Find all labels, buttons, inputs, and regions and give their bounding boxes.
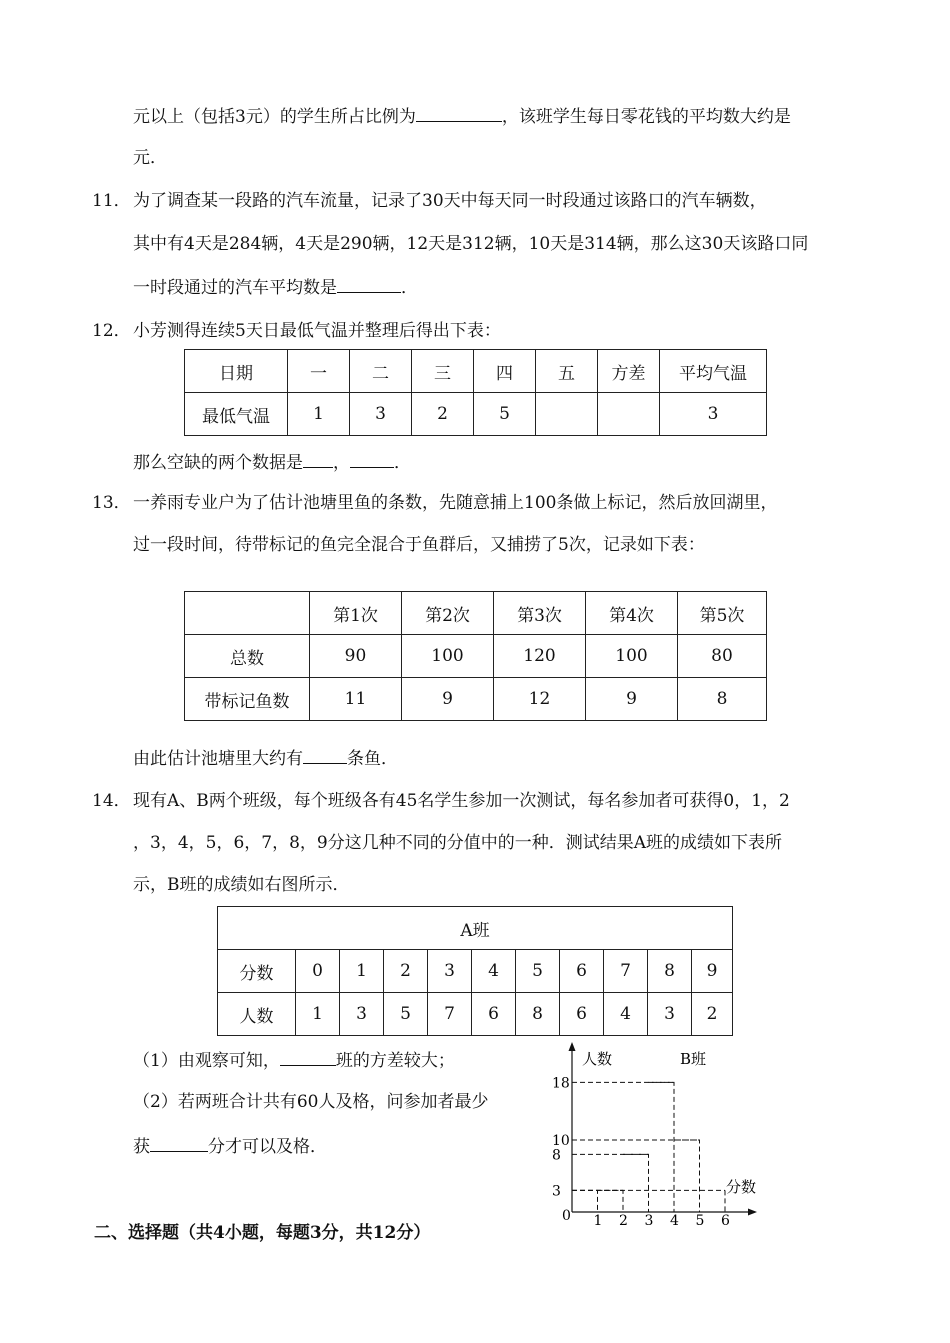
- q14-sub1-text-2: 班的方差较大；: [335, 1051, 455, 1071]
- q14-cell: 6: [560, 993, 604, 1036]
- answer-blank[interactable]: [350, 449, 394, 468]
- q13-header-cell: 第4次: [586, 592, 678, 635]
- q12-comma: ，: [333, 453, 350, 473]
- q14-line-2: ，3，4，5，6，7，8，9分这几种不同的分值中的一种．测试结果A班的成绩如下表所: [133, 833, 782, 853]
- q14-sub2-line-1: （2）若两班合计共有60人及格，问参加者最少: [133, 1092, 489, 1112]
- q14-cell: 2: [692, 993, 733, 1036]
- q13-header-cell: 第3次: [494, 592, 586, 635]
- x-tick-label: 6: [721, 1213, 730, 1229]
- q13-after: [133, 745, 398, 771]
- q13-header-cell: 第5次: [678, 592, 767, 635]
- bar-5: [674, 1140, 700, 1212]
- section-heading: 二、选择题（共4小题，每题3分，共12分）: [94, 1223, 431, 1243]
- q12-cell-empty[interactable]: [536, 393, 598, 436]
- y-tick-label: 8: [552, 1147, 561, 1164]
- x-tick-label: 4: [670, 1213, 679, 1229]
- q11-number: 11．: [92, 191, 131, 211]
- answer-blank[interactable]: [280, 1047, 336, 1066]
- q14-table-a: [217, 906, 733, 1036]
- q14-line-3: 示，B班的成绩如右图所示．: [133, 875, 350, 895]
- y-tick-label: 3: [552, 1183, 561, 1200]
- q14-cell: 8: [648, 950, 692, 993]
- q12-table: [184, 349, 767, 436]
- class-b-chart: [540, 1040, 770, 1230]
- q12-cell-empty[interactable]: [598, 393, 660, 436]
- q11-line-2: 其中有4天是284辆，4天是290辆，12天是312辆，10天是314辆，那么这30天该路口同: [133, 234, 809, 254]
- q12-cell: 5: [474, 393, 536, 436]
- q13-line-1: 一养雨专业户为了估计池塘里鱼的条数，先随意捕上100条做上标记，然后放回湖里，: [133, 493, 778, 513]
- q14-cell: 7: [428, 993, 472, 1036]
- q13-cell: 9: [402, 678, 494, 721]
- q14-number: 14．: [92, 791, 131, 811]
- intro-line-2: 元．: [133, 148, 167, 168]
- q14-cell: 3: [340, 993, 384, 1036]
- q14-cell: 4: [472, 950, 516, 993]
- bar-1: [572, 1190, 598, 1212]
- q13-cell: 100: [586, 635, 678, 678]
- q12-header-cell: 一: [288, 350, 350, 393]
- q12-header-cell: 三: [412, 350, 474, 393]
- bar-2: [598, 1190, 624, 1212]
- q12-line-1: 小芳测得连续5天日最低气温并整理后得出下表：: [133, 321, 501, 341]
- q14-cell: 2: [384, 950, 428, 993]
- q13-cell: 120: [494, 635, 586, 678]
- q12-header-cell: 二: [350, 350, 412, 393]
- q14-cell: 5: [516, 950, 560, 993]
- q12-number: 12．: [92, 321, 131, 341]
- q11-text: 一时段通过的汽车平均数是: [133, 278, 337, 298]
- q12-cell: 最低气温: [185, 393, 288, 436]
- answer-blank[interactable]: [303, 745, 347, 764]
- q13-cell: 12: [494, 678, 586, 721]
- y-tick-label: 18: [552, 1075, 570, 1092]
- x-tick-label: 2: [619, 1213, 628, 1229]
- q13-header-cell: 第1次: [310, 592, 402, 635]
- x-axis-label: 分数: [726, 1178, 757, 1196]
- q13-header-cell: 第2次: [402, 592, 494, 635]
- x-tick-label: 5: [695, 1213, 705, 1229]
- q11-line-1: 为了调查某一段路的汽车流量，记录了30天中每天同一时段通过该路口的汽车辆数，: [133, 191, 767, 211]
- y-tick-label: 10: [552, 1133, 570, 1149]
- answer-blank[interactable]: [416, 103, 502, 122]
- chart-body: [552, 1042, 757, 1229]
- x-axis-arrow-icon: [748, 1209, 757, 1216]
- chart-title: B班: [680, 1050, 707, 1068]
- q14-sub2-text-2: 分才可以及格．: [208, 1137, 327, 1157]
- bar-3: [623, 1154, 649, 1212]
- q13-line-2: 过一段时间，待带标记的鱼完全混合于鱼群后，又捕捞了5次，记录如下表：: [133, 535, 705, 555]
- q12-header-cell: 方差: [598, 350, 660, 393]
- q14-cell: 7: [604, 950, 648, 993]
- answer-blank[interactable]: [150, 1133, 208, 1152]
- q13-cell: 8: [678, 678, 767, 721]
- q12-cell: 3: [350, 393, 412, 436]
- q14-cell: 0: [296, 950, 340, 993]
- x-tick-label: 1: [593, 1213, 603, 1229]
- q14-cell: 6: [560, 950, 604, 993]
- y-axis-label: 人数: [582, 1050, 613, 1068]
- q14-cell: 3: [648, 993, 692, 1036]
- q13-after-text-2: 条鱼．: [347, 749, 398, 769]
- q13-cell: 9: [586, 678, 678, 721]
- q14-line-1: 现有A、B两个班级，每个班级各有45名学生参加一次测试，每名参加者可获得0，1，2: [133, 791, 790, 811]
- q13-cell: 带标记鱼数: [185, 678, 310, 721]
- q14-cell: 人数: [218, 993, 296, 1036]
- q12-header-cell: 四: [474, 350, 536, 393]
- q14-table-title: A班: [218, 907, 733, 950]
- q13-cell: 11: [310, 678, 402, 721]
- q12-header-cell: 平均气温: [660, 350, 767, 393]
- q11-period: ．: [401, 278, 418, 298]
- q14-sub1-text: （1）由观察可知，: [133, 1051, 280, 1071]
- q13-cell: 100: [402, 635, 494, 678]
- q14-cell: 5: [384, 993, 428, 1036]
- q13-cell: 总数: [185, 635, 310, 678]
- answer-blank[interactable]: [303, 449, 333, 468]
- q14-cell: 6: [472, 993, 516, 1036]
- intro-text-a: 元以上（包括3元）的学生所占比例为: [133, 107, 416, 127]
- q11-line-3: [133, 274, 418, 300]
- bar-4: [649, 1082, 675, 1212]
- q12-header-cell: 日期: [185, 350, 288, 393]
- q13-number: 13．: [92, 493, 131, 513]
- origin-label: 0: [562, 1208, 571, 1224]
- q13-header-cell: [185, 592, 310, 635]
- q14-cell: 1: [296, 993, 340, 1036]
- q14-sub1: [133, 1047, 455, 1073]
- q12-after: [133, 449, 411, 475]
- q14-cell: 9: [692, 950, 733, 993]
- q12-cell: 2: [412, 393, 474, 436]
- q14-cell: 分数: [218, 950, 296, 993]
- q14-cell: 3: [428, 950, 472, 993]
- x-tick-label: 3: [644, 1213, 654, 1229]
- q13-cell: 90: [310, 635, 402, 678]
- y-axis-arrow-icon: [569, 1042, 576, 1051]
- q12-period: ．: [394, 453, 411, 473]
- q13-after-text: 由此估计池塘里大约有: [133, 749, 303, 769]
- q12-cell: 3: [660, 393, 767, 436]
- q12-cell: 1: [288, 393, 350, 436]
- q12-after-text: 那么空缺的两个数据是: [133, 453, 303, 473]
- q13-cell: 80: [678, 635, 767, 678]
- q14-cell: 8: [516, 993, 560, 1036]
- intro-line-1: [133, 103, 791, 129]
- intro-text-b: ，该班学生每日零花钱的平均数大约是: [501, 107, 791, 127]
- q13-table: [184, 591, 767, 721]
- q12-header-cell: 五: [536, 350, 598, 393]
- q14-sub2-text: 获: [133, 1137, 150, 1157]
- q14-sub2-line-2: [133, 1133, 327, 1159]
- q14-cell: 1: [340, 950, 384, 993]
- answer-blank[interactable]: [337, 274, 401, 293]
- q14-cell: 4: [604, 993, 648, 1036]
